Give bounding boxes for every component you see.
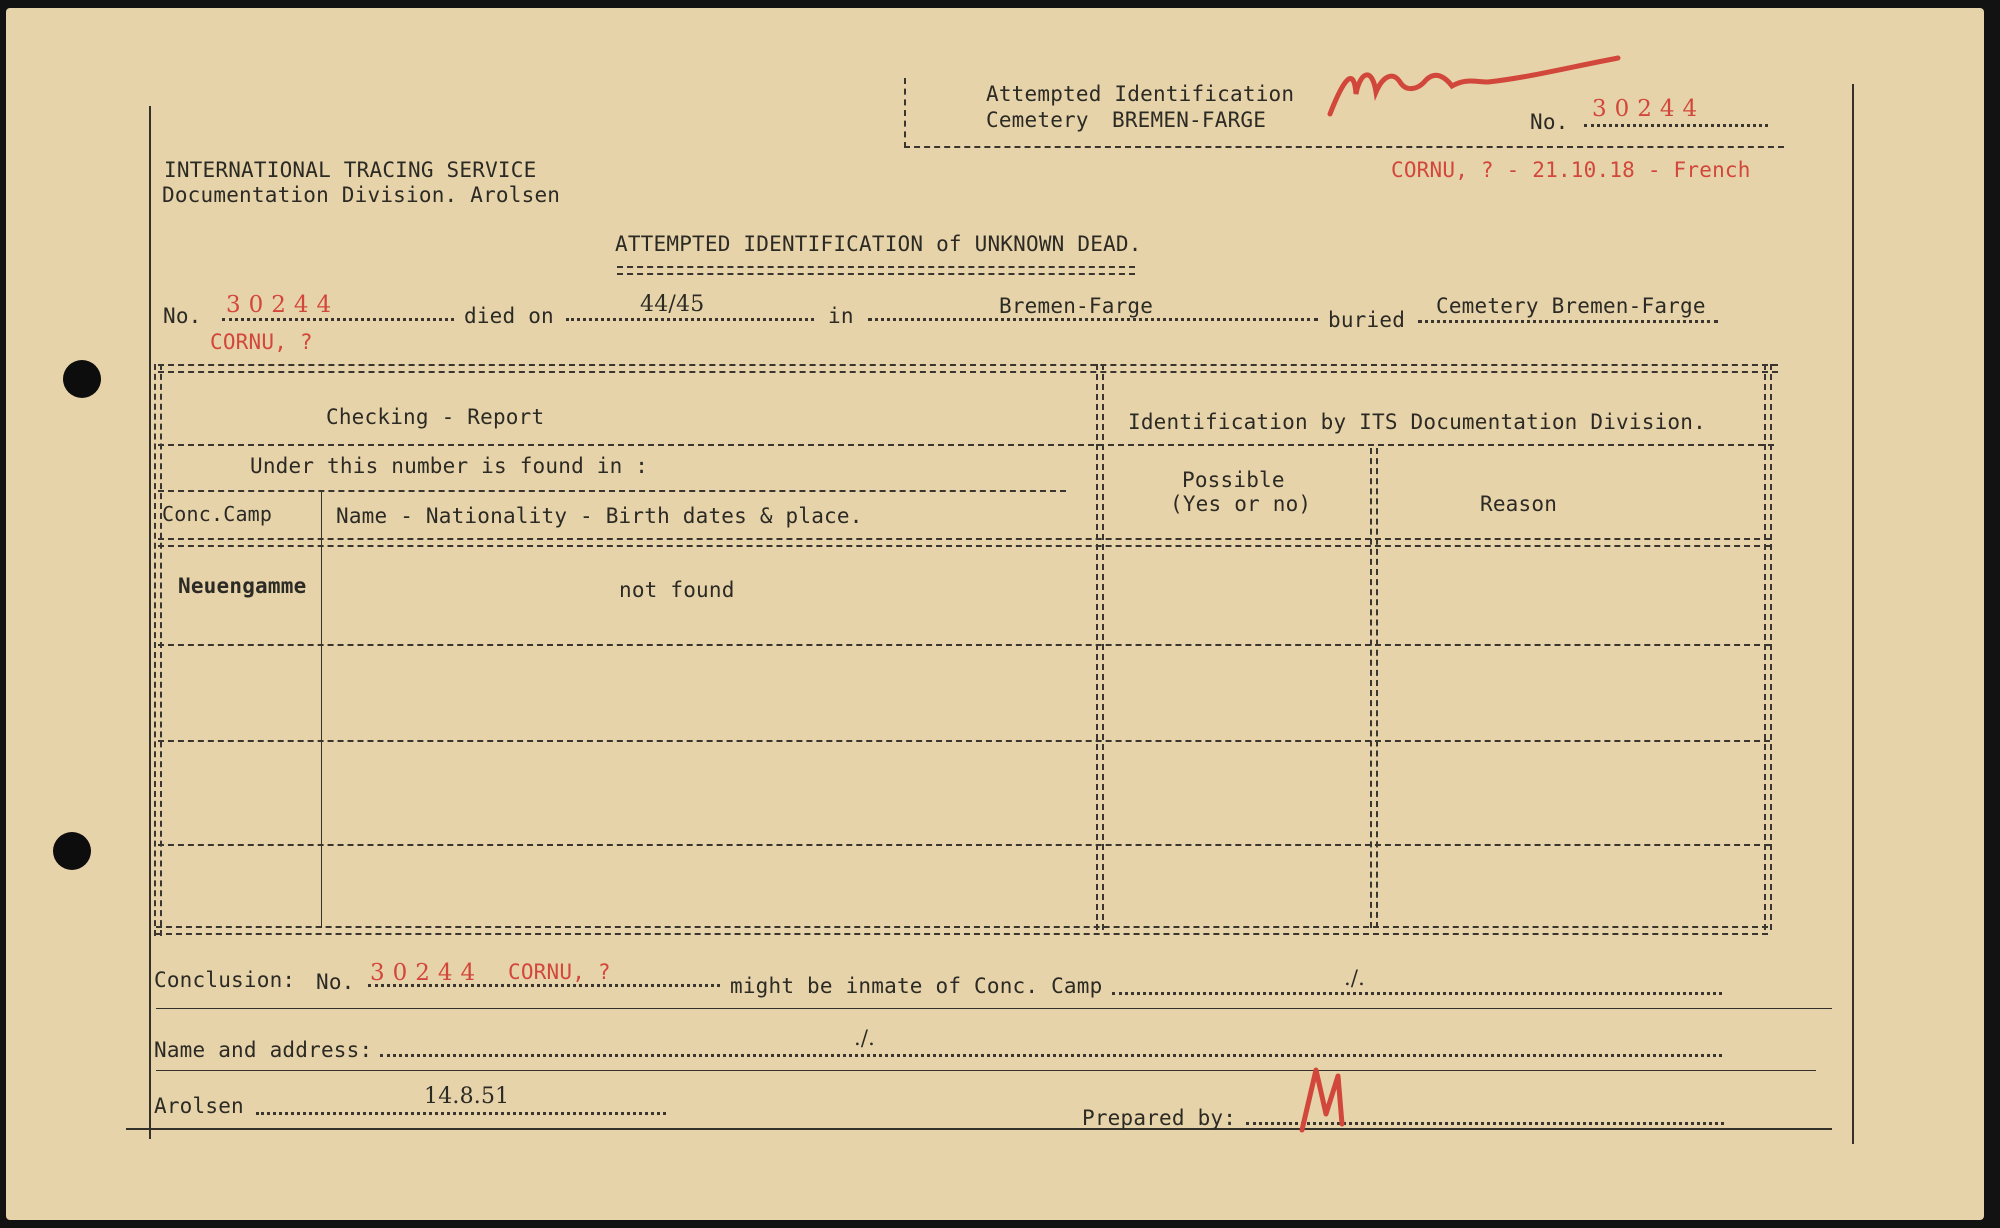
agency-name: INTERNATIONAL TRACING SERVICE bbox=[164, 158, 537, 182]
col-header-reason: Reason bbox=[1480, 492, 1558, 516]
header-box-bottom-border bbox=[904, 146, 1784, 148]
person-summary: CORNU, ? - 21.10.18 - French bbox=[1391, 158, 1751, 182]
died-on-dots bbox=[566, 318, 814, 321]
col-header-possible-hint: (Yes or no) bbox=[1170, 492, 1312, 516]
conclusion-name: CORNU, ? bbox=[508, 960, 611, 984]
table-divider-possible bbox=[1370, 448, 1378, 928]
prepared-by-signature bbox=[1296, 1066, 1356, 1136]
conclusion-label: Conclusion: bbox=[154, 968, 296, 992]
row-1-separator bbox=[158, 644, 1770, 646]
in-label: in bbox=[828, 304, 854, 328]
footer-date: 14.8.51 bbox=[424, 1084, 510, 1109]
row-3-separator bbox=[158, 844, 1770, 846]
row-1-name: not found bbox=[619, 578, 735, 602]
name-address-dots bbox=[380, 1054, 1722, 1057]
frame-right-line bbox=[1852, 84, 1854, 1144]
table-bottom-border bbox=[156, 926, 1768, 935]
title-underline bbox=[617, 266, 1135, 275]
frame-left-line bbox=[149, 106, 151, 1139]
identification-heading: Identification by ITS Documentation Division. bbox=[1128, 410, 1706, 434]
punch-hole-top bbox=[63, 360, 101, 398]
found-in-underline bbox=[158, 490, 1066, 492]
conclusion-camp-value: ./. bbox=[1344, 966, 1366, 990]
conclusion-camp-dots bbox=[1112, 992, 1722, 995]
conclusion-no-label: No. bbox=[316, 970, 355, 994]
footer-place: Arolsen bbox=[154, 1094, 244, 1118]
row-2-separator bbox=[158, 740, 1770, 742]
buried-dots bbox=[1418, 320, 1718, 323]
division-name: Documentation Division. Arolsen bbox=[162, 183, 561, 207]
header-box-title: Attempted Identification bbox=[986, 82, 1295, 106]
header-box-cemetery-value: BREMEN-FARGE bbox=[1112, 108, 1267, 132]
prepared-by-label: Prepared by: bbox=[1082, 1106, 1237, 1130]
record-no-value: 30244 bbox=[226, 292, 340, 318]
header-box-left-border bbox=[904, 78, 906, 148]
conclusion-rule bbox=[156, 1008, 1832, 1009]
died-on-label: died on bbox=[464, 304, 554, 328]
name-address-value: ./. bbox=[854, 1026, 876, 1050]
buried-label: buried bbox=[1328, 308, 1406, 332]
record-no-dots bbox=[222, 318, 454, 321]
died-on-value: 44/45 bbox=[640, 292, 705, 317]
conclusion-camp-label: might be inmate of Conc. Camp bbox=[730, 974, 1103, 998]
form-title: ATTEMPTED IDENTIFICATION of UNKNOWN DEAD. bbox=[615, 232, 1142, 256]
header-row-separator bbox=[158, 538, 1770, 547]
header-no-value: 30244 bbox=[1592, 96, 1706, 122]
table-divider-camp bbox=[321, 492, 322, 928]
heading-underline bbox=[158, 444, 1774, 446]
header-box-cemetery-label: Cemetery bbox=[986, 108, 1089, 132]
frame-bottom-line bbox=[126, 1128, 1832, 1130]
index-card bbox=[6, 8, 1984, 1220]
in-dots bbox=[868, 318, 1318, 321]
name-address-rule bbox=[156, 1070, 1816, 1071]
found-in-label: Under this number is found in : bbox=[250, 454, 649, 478]
in-value: Bremen-Farge bbox=[999, 294, 1154, 318]
table-top-border bbox=[158, 364, 1778, 373]
buried-value: Cemetery Bremen-Farge bbox=[1436, 294, 1706, 318]
conclusion-no-value: 30244 bbox=[370, 960, 484, 986]
col-header-name: Name - Nationality - Birth dates & place. bbox=[336, 504, 863, 528]
table-left-border bbox=[154, 364, 162, 936]
col-header-camp: Conc.Camp bbox=[162, 502, 273, 526]
row-1-camp: Neuengamme bbox=[178, 574, 307, 598]
checking-report-heading: Checking - Report bbox=[326, 405, 545, 429]
footer-date-dots bbox=[256, 1112, 666, 1115]
name-address-label: Name and address: bbox=[154, 1038, 373, 1062]
handwritten-name-mark bbox=[1326, 48, 1626, 128]
record-name: CORNU, ? bbox=[210, 330, 313, 354]
record-no-label: No. bbox=[163, 304, 202, 328]
header-no-label: No. bbox=[1530, 110, 1569, 134]
punch-hole-bottom bbox=[53, 832, 91, 870]
col-header-possible: Possible bbox=[1182, 468, 1285, 492]
